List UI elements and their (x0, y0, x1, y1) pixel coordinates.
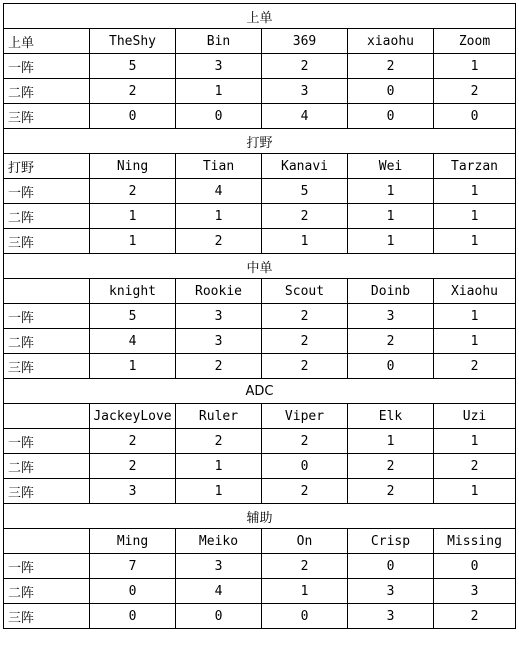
vote-count-cell: 1 (262, 579, 348, 604)
section-title: 辅助 (4, 504, 516, 529)
vote-count-cell: 2 (434, 79, 516, 104)
vote-count-cell: 2 (434, 454, 516, 479)
vote-count-cell: 2 (348, 479, 434, 504)
vote-count-cell: 1 (176, 479, 262, 504)
table-row (4, 304, 516, 329)
section-title-row (4, 504, 516, 529)
section-title: 中单 (4, 254, 516, 279)
vote-count-cell: 1 (434, 204, 516, 229)
vote-count-cell: 2 (262, 354, 348, 379)
player-name-cell: Meiko (176, 529, 262, 554)
vote-count-cell: 0 (434, 554, 516, 579)
vote-count-cell: 4 (262, 104, 348, 129)
vote-count-cell: 3 (176, 554, 262, 579)
table-row (4, 204, 516, 229)
vote-count-cell: 3 (348, 579, 434, 604)
vote-count-cell: 0 (348, 79, 434, 104)
vote-count-cell: 5 (262, 179, 348, 204)
vote-count-cell: 3 (176, 304, 262, 329)
vote-count-cell: 2 (262, 304, 348, 329)
vote-count-cell: 0 (90, 104, 176, 129)
player-name-cell: Bin (176, 29, 262, 54)
vote-count-cell: 2 (262, 479, 348, 504)
vote-count-cell: 0 (90, 579, 176, 604)
vote-count-cell: 2 (348, 54, 434, 79)
vote-count-cell: 1 (434, 329, 516, 354)
vote-count-cell: 3 (348, 604, 434, 629)
table-row (4, 479, 516, 504)
player-header-row (4, 154, 516, 179)
vote-count-cell: 2 (434, 604, 516, 629)
vote-count-cell: 2 (176, 429, 262, 454)
player-name-cell: Tarzan (434, 154, 516, 179)
section-title: ADC (4, 379, 516, 404)
vote-count-cell: 1 (434, 179, 516, 204)
player-name-cell: Ning (90, 154, 176, 179)
section-title-row (4, 4, 516, 29)
player-name-cell: On (262, 529, 348, 554)
table-row (4, 229, 516, 254)
player-name-cell: Rookie (176, 279, 262, 304)
player-name-cell: Scout (262, 279, 348, 304)
vote-count-cell: 1 (176, 454, 262, 479)
vote-count-cell: 0 (176, 604, 262, 629)
section-title-row (4, 254, 516, 279)
vote-count-cell: 1 (434, 479, 516, 504)
tier-label-cell: 二阵 (4, 329, 90, 354)
table-row (4, 604, 516, 629)
table-row (4, 454, 516, 479)
table-row (4, 579, 516, 604)
vote-count-cell: 7 (90, 554, 176, 579)
tier-label-cell: 一阵 (4, 304, 90, 329)
player-name-cell: Tian (176, 154, 262, 179)
tier-label-cell: 三阵 (4, 354, 90, 379)
vote-count-cell: 5 (90, 304, 176, 329)
player-name-cell: Ming (90, 529, 176, 554)
player-name-cell: knight (90, 279, 176, 304)
vote-count-cell: 2 (176, 229, 262, 254)
player-name-cell: Missing (434, 529, 516, 554)
table-row (4, 104, 516, 129)
tier-label-cell: 二阵 (4, 79, 90, 104)
vote-count-cell: 1 (434, 54, 516, 79)
vote-count-cell: 2 (262, 329, 348, 354)
vote-count-cell: 0 (262, 454, 348, 479)
vote-count-cell: 0 (348, 554, 434, 579)
player-name-cell: TheShy (90, 29, 176, 54)
player-name-cell: Crisp (348, 529, 434, 554)
player-header-row (4, 279, 516, 304)
vote-count-cell: 2 (90, 429, 176, 454)
vote-count-cell: 1 (90, 229, 176, 254)
section-title: 打野 (4, 129, 516, 154)
role-label-cell: 打野 (4, 154, 90, 179)
vote-count-cell: 1 (348, 179, 434, 204)
vote-count-cell: 1 (434, 429, 516, 454)
role-label-cell: 上单 (4, 29, 90, 54)
vote-count-cell: 0 (348, 104, 434, 129)
tier-label-cell: 一阵 (4, 429, 90, 454)
vote-count-cell: 2 (262, 429, 348, 454)
vote-count-cell: 1 (348, 229, 434, 254)
vote-count-cell: 2 (348, 454, 434, 479)
section-title: 上单 (4, 4, 516, 29)
vote-count-cell: 3 (434, 579, 516, 604)
vote-count-cell: 3 (176, 329, 262, 354)
tier-label-cell: 三阵 (4, 604, 90, 629)
vote-count-cell: 5 (90, 54, 176, 79)
vote-count-cell: 1 (90, 204, 176, 229)
vote-count-cell: 3 (176, 54, 262, 79)
vote-count-cell: 3 (90, 479, 176, 504)
vote-count-cell: 0 (262, 604, 348, 629)
vote-count-cell: 1 (348, 204, 434, 229)
vote-count-cell: 0 (90, 604, 176, 629)
vote-count-cell: 2 (262, 554, 348, 579)
vote-count-cell: 2 (90, 79, 176, 104)
table-row (4, 179, 516, 204)
player-header-row (4, 404, 516, 429)
tier-label-cell: 一阵 (4, 554, 90, 579)
table-row (4, 54, 516, 79)
vote-count-cell: 1 (262, 229, 348, 254)
player-name-cell: Viper (262, 404, 348, 429)
vote-count-cell: 1 (348, 429, 434, 454)
vote-count-cell: 2 (434, 354, 516, 379)
tier-label-cell: 三阵 (4, 229, 90, 254)
player-header-row (4, 29, 516, 54)
role-label-cell (4, 529, 90, 554)
tier-label-cell: 三阵 (4, 479, 90, 504)
vote-table-body (4, 4, 516, 629)
section-title-row (4, 129, 516, 154)
tier-label-cell: 一阵 (4, 54, 90, 79)
tier-label-cell: 二阵 (4, 204, 90, 229)
player-name-cell: Elk (348, 404, 434, 429)
vote-count-cell: 2 (176, 354, 262, 379)
table-row (4, 79, 516, 104)
vote-count-cell: 2 (262, 204, 348, 229)
player-name-cell: xiaohu (348, 29, 434, 54)
tier-label-cell: 二阵 (4, 454, 90, 479)
player-name-cell: 369 (262, 29, 348, 54)
player-name-cell: Ruler (176, 404, 262, 429)
vote-count-cell: 3 (262, 79, 348, 104)
player-name-cell: Zoom (434, 29, 516, 54)
player-name-cell: Uzi (434, 404, 516, 429)
vote-count-cell: 4 (176, 179, 262, 204)
vote-count-cell: 2 (348, 329, 434, 354)
vote-count-cell: 1 (90, 354, 176, 379)
player-name-cell: Xiaohu (434, 279, 516, 304)
tier-label-cell: 三阵 (4, 104, 90, 129)
vote-count-cell: 0 (434, 104, 516, 129)
tier-label-cell: 二阵 (4, 579, 90, 604)
table-row (4, 554, 516, 579)
vote-count-cell: 4 (176, 579, 262, 604)
table-row (4, 354, 516, 379)
player-name-cell: Wei (348, 154, 434, 179)
player-name-cell: JackeyLove (90, 404, 176, 429)
table-row (4, 329, 516, 354)
section-title-row (4, 379, 516, 404)
vote-count-cell: 2 (90, 179, 176, 204)
table-row (4, 429, 516, 454)
player-name-cell: Kanavi (262, 154, 348, 179)
vote-count-cell: 4 (90, 329, 176, 354)
tier-label-cell: 一阵 (4, 179, 90, 204)
role-label-cell (4, 279, 90, 304)
vote-table (3, 3, 516, 629)
vote-count-cell: 0 (176, 104, 262, 129)
role-label-cell (4, 404, 90, 429)
vote-count-cell: 1 (176, 204, 262, 229)
player-header-row (4, 529, 516, 554)
vote-count-cell: 1 (176, 79, 262, 104)
vote-count-cell: 2 (90, 454, 176, 479)
vote-count-cell: 0 (348, 354, 434, 379)
vote-count-cell: 1 (434, 229, 516, 254)
vote-count-cell: 2 (262, 54, 348, 79)
player-name-cell: Doinb (348, 279, 434, 304)
vote-count-cell: 1 (434, 304, 516, 329)
vote-count-cell: 3 (348, 304, 434, 329)
